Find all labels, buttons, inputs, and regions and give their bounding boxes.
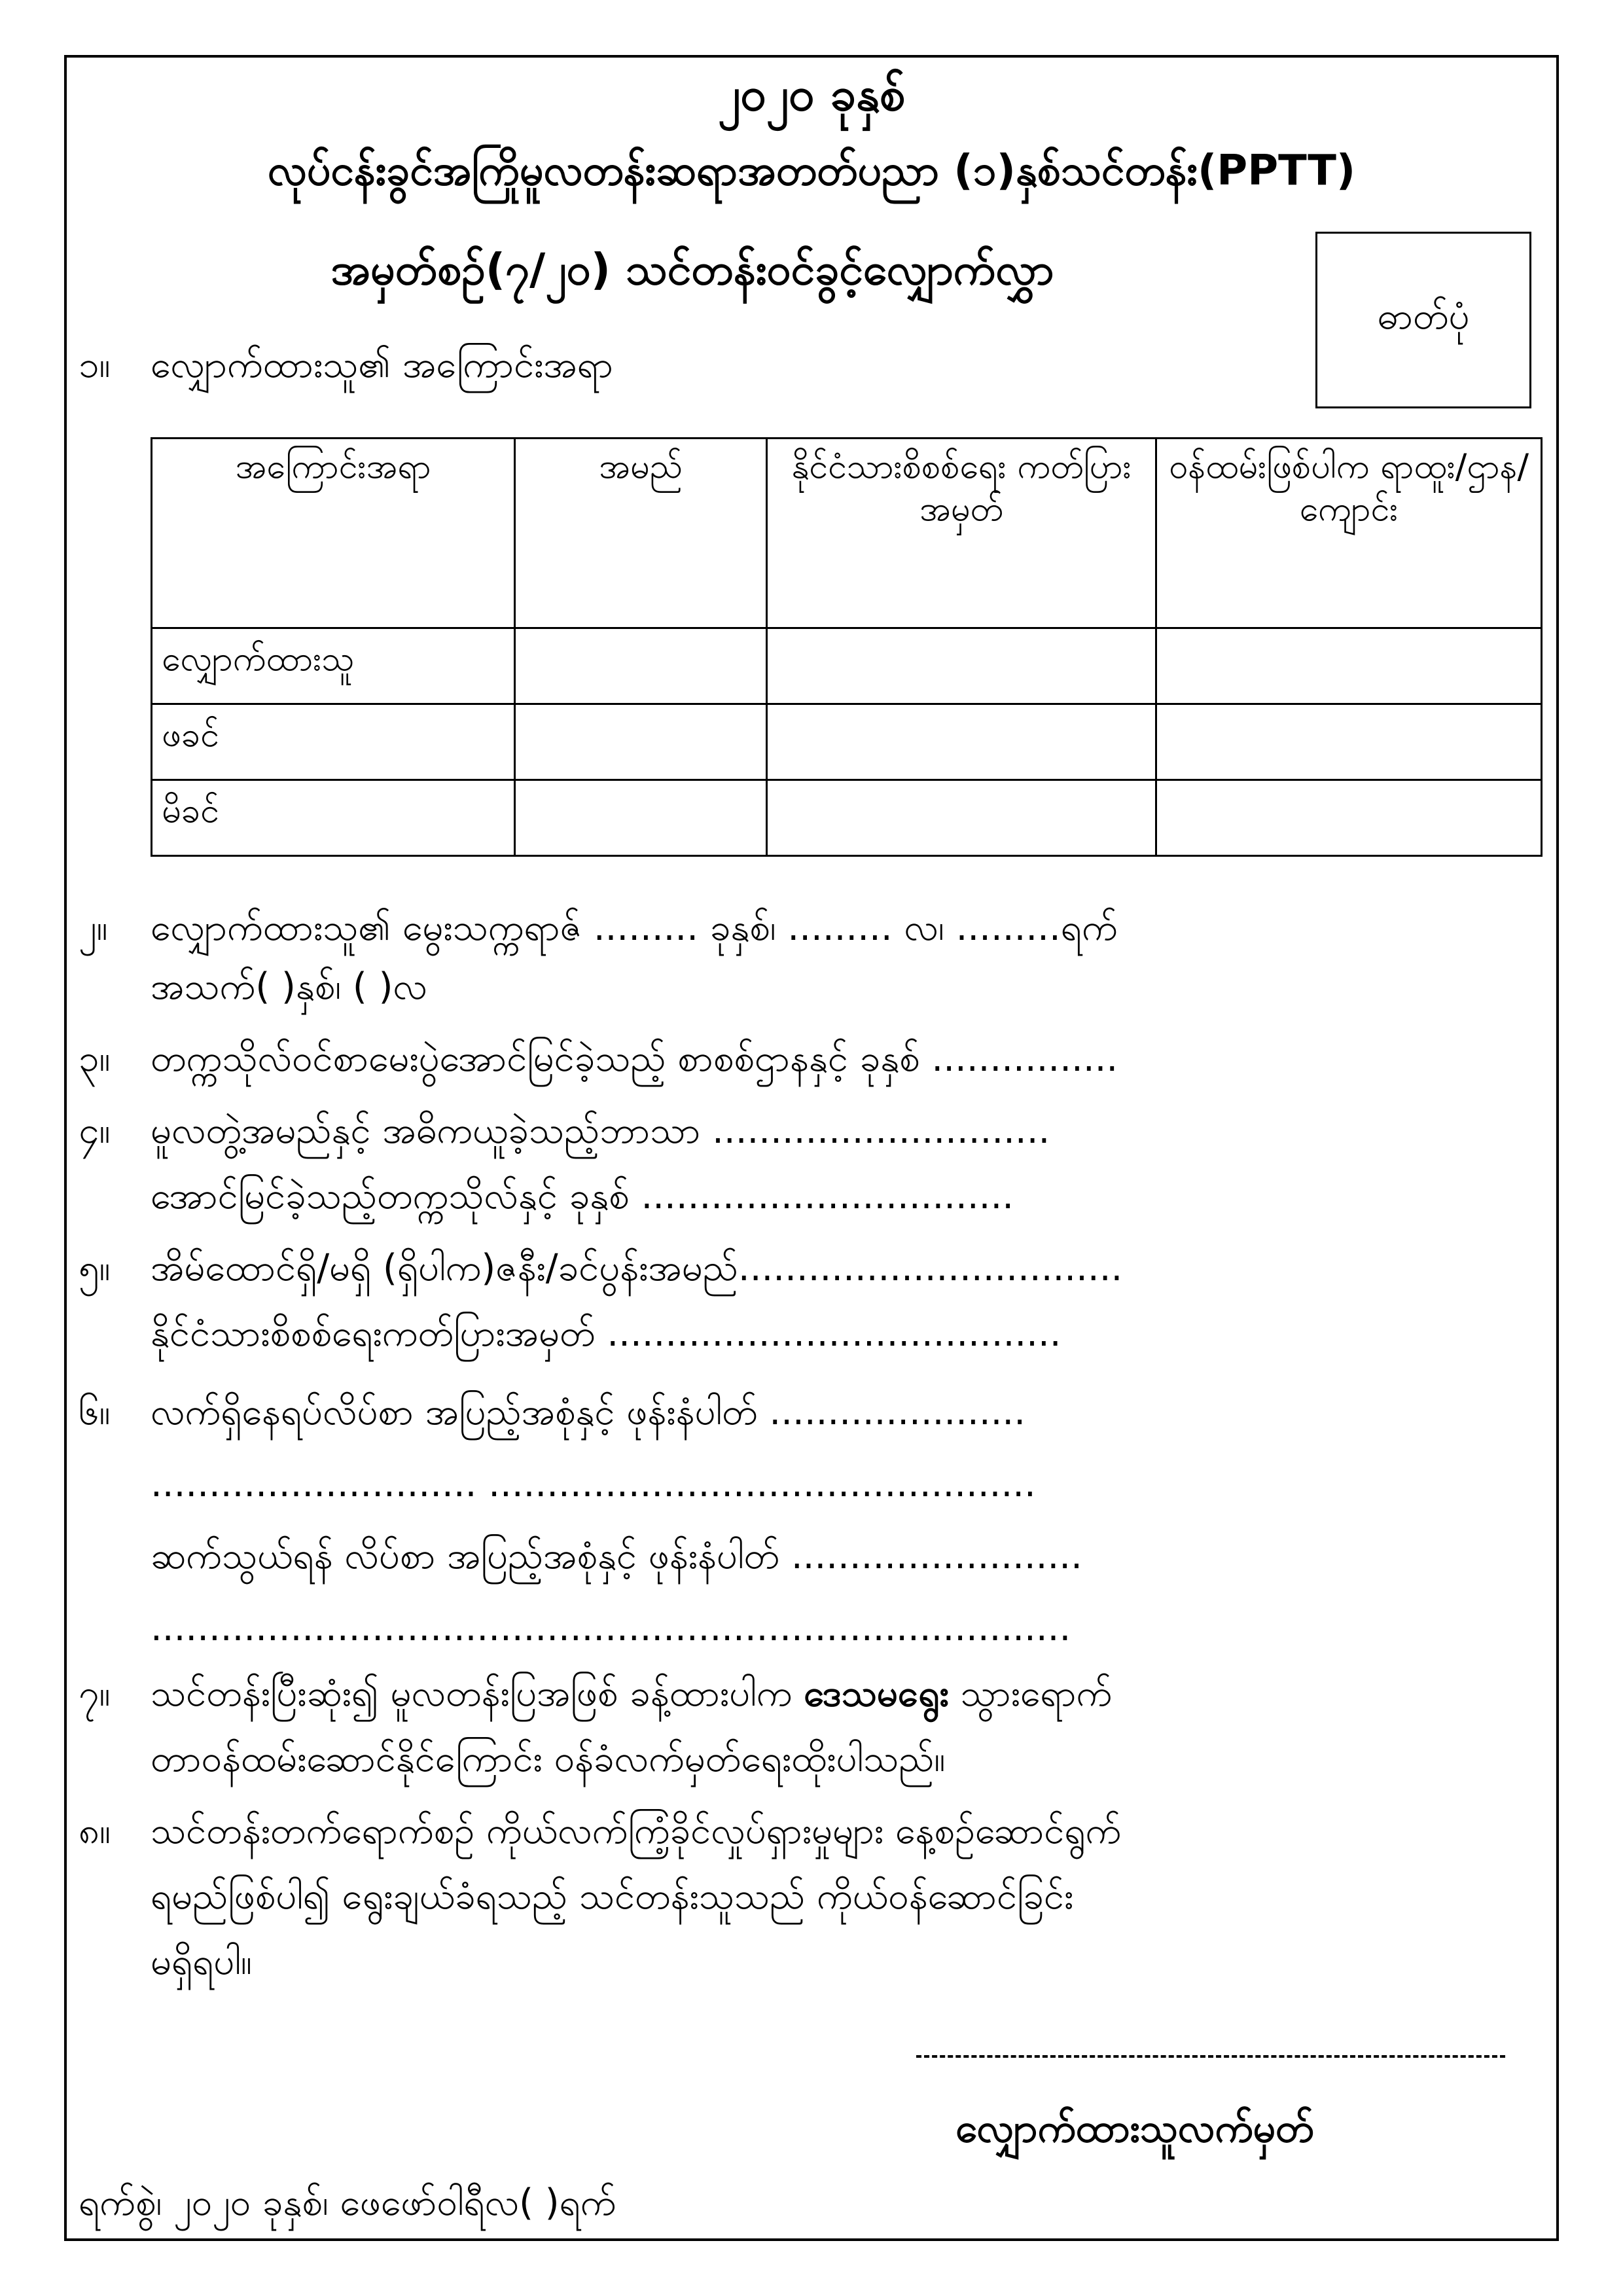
cell-applicant-nrc[interactable] xyxy=(767,628,1156,704)
table-row xyxy=(152,628,1542,704)
cell-mother-nrc[interactable] xyxy=(767,780,1156,856)
table-header-topic: အကြောင်းအရာ xyxy=(152,439,515,628)
cell-father-nrc[interactable] xyxy=(767,704,1156,780)
section-7-text-c: သွားရောက် xyxy=(948,1672,1113,1715)
cell-mother-position[interactable] xyxy=(1156,780,1542,856)
spouse-nrc-field[interactable]: နိုင်ငံသားစိစစ်ရေးကတ်ပြားအမှတ် ....................................... xyxy=(151,1312,1061,1355)
section-7-line-1 xyxy=(151,1672,1113,1715)
university-year-field[interactable]: အောင်မြင်ခဲ့သည့်တက္ကသိုလ်နှင့် ခုနှစ် ................................ xyxy=(151,1175,1014,1217)
cell-father-name[interactable] xyxy=(515,704,767,780)
section-2-number: ၂။ xyxy=(79,906,108,949)
applicant-info-table xyxy=(151,437,1543,857)
section-7-text-a: သင်တန်းပြီးဆုံး၍ မူလတန်းပြအဖြစ် ခန့်ထားပါက xyxy=(151,1672,804,1715)
table-header-name: အမည် xyxy=(515,439,767,628)
current-address-continued[interactable]: ............................ ............................................... xyxy=(151,1463,1036,1505)
row-label-applicant: လျှောက်ထားသူ xyxy=(152,628,515,704)
section-1-title: လျှောက်ထားသူ၏ အကြောင်းအရာ xyxy=(151,344,613,386)
signature-line[interactable] xyxy=(916,2055,1505,2058)
form-year: ၂၀၂၀ ခုနှစ် xyxy=(717,67,906,121)
section-7-number: ၇။ xyxy=(79,1672,111,1715)
section-8-line-2: ရမည်ဖြစ်ပါ၍ ရွေးချယ်ခံရသည့် သင်တန်းသူသည် ကိုယ်ဝန်ဆောင်ခြင်း xyxy=(151,1875,1074,1918)
section-5-number: ၅။ xyxy=(79,1247,111,1289)
table-header-position: ဝန်ထမ်းဖြစ်ပါက ရာထူး/ဌာန/ ကျောင်း xyxy=(1156,439,1542,628)
section-6-number: ၆။ xyxy=(79,1391,111,1433)
section-4-number: ၄။ xyxy=(79,1109,111,1152)
cell-mother-name[interactable] xyxy=(515,780,767,856)
cell-applicant-position[interactable] xyxy=(1156,628,1542,704)
form-title: အမှတ်စဉ်(၇/၂၀) သင်တန်းဝင်ခွင့်လျှောက်လွှာ xyxy=(330,244,1054,295)
section-1-number: ၁။ xyxy=(79,344,111,386)
section-8-line-3: မရှိရပါ။ xyxy=(151,1941,252,1983)
degree-subject-field[interactable]: မူလတွဲ့အမည်နှင့် အဓိကယူခဲ့သည့်ဘာသာ ............................. xyxy=(151,1109,1050,1152)
contact-address-continued[interactable]: ............................................................................... xyxy=(151,1607,1071,1649)
row-label-father: ဖခင် xyxy=(152,704,515,780)
photo-label: ဓာတ်ပုံ xyxy=(1377,295,1470,338)
table-header-row xyxy=(152,439,1542,628)
section-7-emphasis: ဒေသမရွေး xyxy=(804,1672,949,1715)
row-label-mother: မိခင် xyxy=(152,780,515,856)
photo-box[interactable] xyxy=(1315,232,1531,408)
section-8-line-1: သင်တန်းတက်ရောက်စဉ် ကိုယ်လက်ကြံ့ခိုင်လှုပ်ရှားမှုများ နေ့စဉ်ဆောင်ရွက် xyxy=(151,1810,1122,1852)
signature-label: လျှောက်ထားသူလက်မှတ် xyxy=(955,2106,1314,2151)
spouse-name-field[interactable]: အိမ်ထောင်ရှိ/မရှိ (ရှိပါက)ဇနီး/ခင်ပွန်းအမည်................................. xyxy=(151,1247,1123,1289)
table-header-nrc: နိုင်ငံသားစိစစ်ရေး ကတ်ပြားအမှတ် xyxy=(767,439,1156,628)
matriculation-field[interactable]: တက္ကသိုလ်ဝင်စာမေးပွဲအောင်မြင်ခဲ့သည့် စာစစ်ဌာနနှင့် ခုနှစ် ................ xyxy=(151,1037,1118,1080)
date-field[interactable]: ရက်စွဲ၊ ၂၀၂၀ ခုနှစ်၊ ဖေဖော်ဝါရီလ( )ရက် xyxy=(79,2181,616,2224)
table-row xyxy=(152,780,1542,856)
birthdate-field[interactable]: လျှောက်ထားသူ၏ မွေးသက္ကရာဇ် ......... ခုနှစ်၊ ......... လ၊ .........ရက် xyxy=(151,906,1118,949)
section-8-number: ၈။ xyxy=(79,1810,111,1852)
course-title: လုပ်ငန်းခွင်အကြိုမူလတန်းဆရာအတတ်ပညာ (၁)နှစ်သင်တန်း(PPTT) xyxy=(267,147,1356,195)
contact-address-field[interactable]: ဆက်သွယ်ရန် လိပ်စာ အပြည့်အစုံနှင့် ဖုန်းနံပါတ် ......................... xyxy=(151,1535,1082,1577)
section-7-line-2: တာဝန်ထမ်းဆောင်နိုင်ကြောင်း ဝန်ခံလက်မှတ်ရေးထိုးပါသည်။ xyxy=(151,1738,946,1780)
cell-father-position[interactable] xyxy=(1156,704,1542,780)
section-3-number: ၃။ xyxy=(79,1037,111,1080)
age-field[interactable]: အသက်( )နှစ်၊ ( )လ xyxy=(151,965,427,1008)
current-address-field[interactable]: လက်ရှိနေရပ်လိပ်စာ အပြည့်အစုံနှင့် ဖုန်းနံပါတ် ...................... xyxy=(151,1391,1026,1433)
table-row xyxy=(152,704,1542,780)
cell-applicant-name[interactable] xyxy=(515,628,767,704)
